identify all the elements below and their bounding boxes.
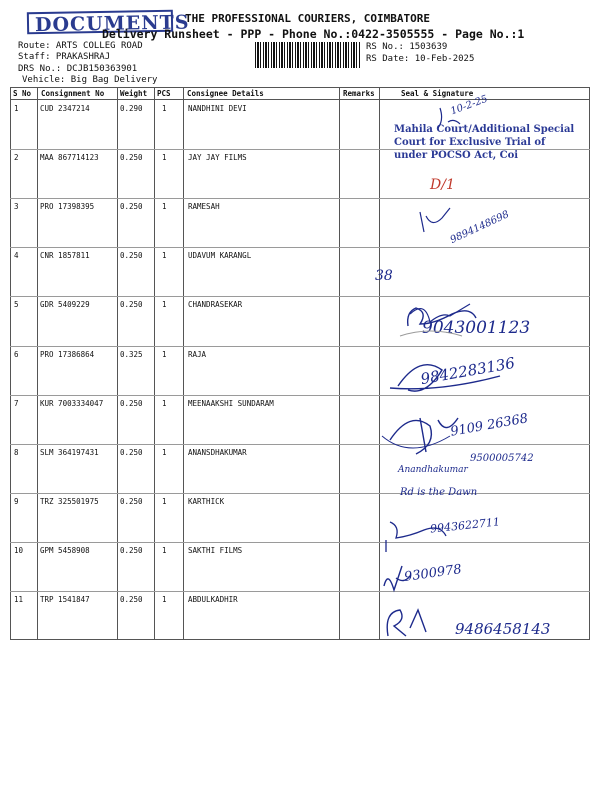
row-consignment-no: PRO 17398395 [40, 202, 95, 212]
handwritten-phone: 9500005742 [470, 453, 534, 464]
handwritten-phone: 9109 26368 [449, 411, 530, 440]
col-divider [37, 87, 38, 640]
signature-scribble [386, 522, 446, 552]
row-weight: 0.325 [120, 349, 143, 359]
col-header-remarks: Remarks [343, 89, 375, 98]
signature-scribble [384, 566, 410, 590]
handwritten-phone: 9894148698 [448, 209, 511, 246]
runsheet-subtitle: Delivery Runsheet - PPP - Phone No.:0422-3505555 - Page No.:1 [102, 27, 525, 41]
signature-scribble [390, 365, 500, 391]
handwritten-phone: 9043001123 [422, 318, 531, 338]
row-pcs: 1 [162, 349, 167, 359]
col-header-sno: S No [13, 89, 32, 98]
signature-scribble [438, 108, 460, 128]
row-pcs: 1 [162, 153, 167, 163]
col-divider [10, 87, 11, 640]
row-consignment-no: TRZ 325501975 [40, 496, 99, 506]
handwritten-phone: 9842283136 [419, 353, 517, 389]
table-top-line [10, 87, 590, 88]
col-divider [339, 87, 340, 640]
col-divider [117, 87, 118, 640]
row-pcs: 1 [162, 104, 167, 113]
handwritten-date: 10-2-25 [449, 93, 490, 118]
row-weight: 0.250 [120, 595, 143, 604]
row-consignee: UDAVUM KARANGL [188, 251, 252, 261]
rs-date: RS Date: 10-Feb-2025 [366, 54, 475, 64]
row-sno: 2 [14, 153, 19, 163]
row-sno: 6 [14, 349, 19, 359]
row-weight: 0.250 [120, 202, 143, 212]
row-sno: 10 [14, 545, 24, 555]
col-divider [154, 87, 155, 640]
row-sno: 9 [14, 496, 19, 506]
signature-scribble [400, 331, 462, 336]
company-title: THE PROFESSIONAL COURIERS, COIMBATORE [185, 12, 431, 25]
row-consignment-no: GDR 5409229 [40, 300, 90, 310]
row-pcs: 1 [162, 545, 167, 555]
signature-scribble [390, 418, 458, 454]
row-consignee: NANDHINI DEVI [188, 104, 247, 113]
row-pcs: 1 [162, 251, 167, 261]
row-consignee: ANANSDHAKUMAR [188, 447, 247, 457]
row-consignee: ABDULKADHIR [188, 595, 238, 604]
row-consignment-no: MAA 867714123 [40, 153, 99, 163]
row-sno: 3 [14, 202, 19, 212]
row-pcs: 1 [162, 447, 167, 457]
row-pcs: 1 [162, 398, 167, 408]
row-weight: 0.250 [120, 251, 143, 261]
row-consignee: RAJA [188, 349, 207, 359]
row-consignee: CHANDRASEKAR [188, 300, 243, 310]
row-weight: 0.290 [120, 104, 143, 113]
handwritten-mark: 38 [375, 268, 393, 284]
staff-label: Staff: PRAKASHRAJ [18, 52, 111, 62]
row-consignment-no: TRP 1541847 [40, 595, 90, 604]
row-weight: 0.250 [120, 496, 143, 506]
documents-stamp: DOCUMENTS [27, 10, 173, 35]
handwritten-note: Rd is the Dawn [400, 487, 478, 498]
row-weight: 0.250 [120, 447, 143, 457]
row-sno: 4 [14, 251, 19, 261]
row-pcs: 1 [162, 595, 167, 604]
row-consignee: JAY JAY FILMS [188, 153, 247, 163]
signature-scribble [420, 208, 450, 232]
barcode [255, 42, 360, 68]
route-label: Route: ARTS COLLEG ROAD [18, 41, 143, 51]
handwritten-name: Anandhakumar [398, 465, 468, 475]
row-sno: 5 [14, 300, 19, 310]
handwritten-phone: 9300978 [403, 562, 463, 585]
col-header-consignee: Consignee Details [187, 89, 264, 98]
row-pcs: 1 [162, 496, 167, 506]
row-consignment-no: KUR 7003334047 [40, 398, 104, 408]
row-consignee: SAKTHI FILMS [188, 545, 243, 555]
row-sno: 1 [14, 104, 19, 113]
handwritten-phone: 9943622711 [429, 515, 501, 536]
seal-stamp-line1: Mahila Court/Additional Special [394, 124, 575, 135]
row-consignment-no: CUD 2347214 [40, 104, 90, 113]
seal-stamp-line2: Court for Exclusive Trial of [394, 137, 546, 148]
rs-no: RS No.: 1503639 [366, 42, 448, 52]
seal-stamp-line3: under POCSO Act, Coi [394, 150, 519, 161]
handwritten-mark: D/1 [430, 177, 455, 193]
row-consignee: RAMESAH [188, 202, 220, 212]
row-sno: 11 [14, 595, 24, 604]
drs-label: DRS No.: DCJB150363901 [18, 64, 138, 74]
row-consignee: MEENAAKSHI SUNDARAM [188, 398, 274, 408]
vehicle-label: Vehicle: Big Bag Delivery [22, 75, 158, 85]
row-weight: 0.250 [120, 398, 143, 408]
col-header-consignment: Consignment No [41, 89, 105, 98]
row-weight: 0.250 [120, 545, 143, 555]
row-pcs: 1 [162, 300, 167, 310]
row-consignment-no: GPM 5458908 [40, 545, 90, 555]
row-consignment-no: SLM 364197431 [40, 447, 99, 457]
handwritten-phone: 9486458143 [455, 620, 551, 638]
row-consignee: KARTHICK [188, 496, 225, 506]
row-weight: 0.250 [120, 153, 143, 163]
signature-scribble [408, 308, 476, 326]
col-header-weight: Weight [120, 89, 148, 98]
signature-scribbles [380, 100, 590, 640]
col-header-signature: Seal & Signature [401, 89, 474, 98]
col-divider [183, 87, 184, 640]
row-sno: 8 [14, 447, 19, 457]
col-header-pcs: PCS [157, 89, 171, 98]
row-sno: 7 [14, 398, 19, 408]
row-pcs: 1 [162, 202, 167, 212]
row-weight: 0.250 [120, 300, 143, 310]
row-consignment-no: CNR 1857811 [40, 251, 90, 261]
row-consignment-no: PRO 17386864 [40, 349, 95, 359]
signature-scribble [387, 610, 426, 636]
